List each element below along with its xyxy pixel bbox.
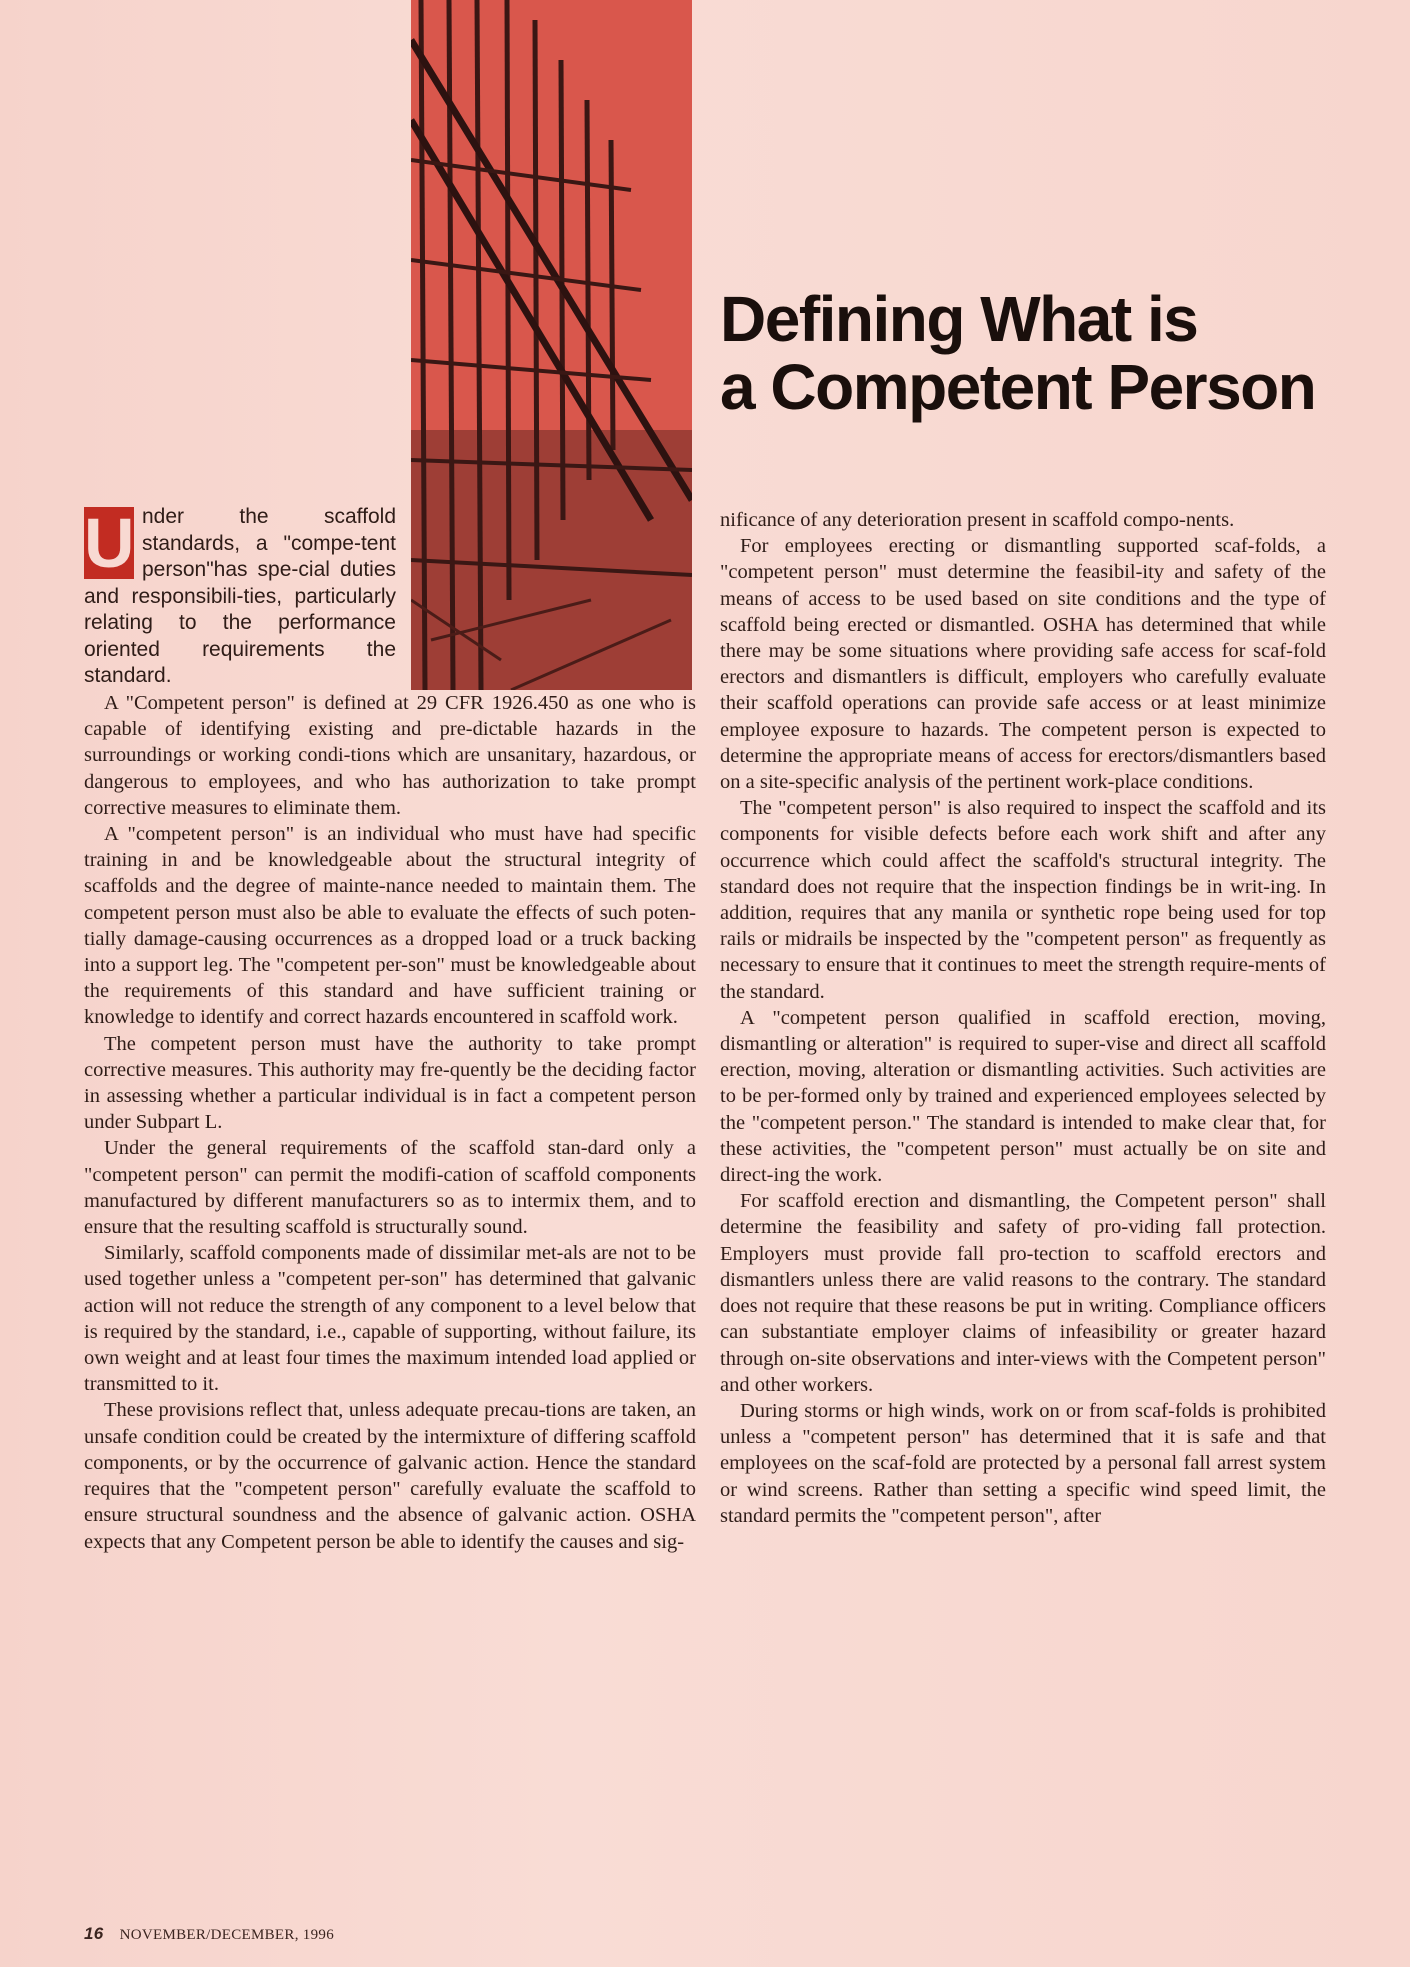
intro-text: nder the scaffold standards, a "compe-tent person"has spe-cial duties and responsibili-ties, particularly relating to the performance oriented requirements the standard. (84, 505, 396, 687)
intro-paragraph (84, 504, 396, 690)
drop-cap: U (84, 504, 135, 582)
title-line-1: Defining What is (720, 283, 1198, 355)
body-paragraph: A "competent person" is an individual who must have had specific training in and be knowledgeable about the structural integrity of scaffolds and the degree of mainte-nance needed to maintain them. The competent person must also be able to evaluate the effects of such poten-tially damage-causing occurrences as a dropped load or a truck backing into a support leg. The "competent per-son" must be knowledgeable about the requirements of this standard and have sufficient training or knowledge to identify and correct hazards encountered in scaffold work. (84, 823, 696, 1029)
body-paragraph: A "Competent person" is defined at 29 CFR 1926.450 as one who is capable of identifying existing and pre-dictable hazards in the surroundings or working condi-tions which are unsanitary, hazardous, or dangerous to employees, and who has authorization to take prompt corrective measures to eliminate them. (84, 692, 696, 819)
body-paragraph: Similarly, scaffold components made of dissimilar met-als are not to be used together unless a "competent per-son" has determined that galvanic action will not reduce the strength of any component to a level below that is required by the standard, i.e., capable of supporting, without failure, its own weight and at least four times the maximum intended load applied or transmitted to it. (84, 1242, 696, 1396)
right-column (720, 507, 1326, 1529)
issue-date: NOVEMBER/DECEMBER, 1996 (119, 1927, 334, 1943)
article-title (720, 285, 1380, 421)
scaffold-photo-graphic (411, 0, 692, 690)
page-footer (84, 1924, 334, 1944)
body-paragraph: During storms or high winds, work on or from scaf-folds is prohibited unless a "competent person" has determined that it is safe and that employees on the scaf-fold are protected by a personal fall arrest system or wind screens. Rather than setting a specific wind speed limit, the standard permits the "competent person", after (720, 1399, 1326, 1527)
scaffold-photo (411, 0, 692, 690)
body-paragraph: The competent person must have the authority to take prompt corrective measures. This authority may fre-quently be the deciding factor in assessing whether a particular individual is in fact a competent person under Subpart L. (84, 1032, 696, 1134)
body-paragraph: For employees erecting or dismantling supported scaf-folds, a "competent person" must determine the feasibil-ity and safety of the means of access to be used based on site conditions and the type of scaffold being erected or dismantled. OSHA has determined that while there may be some situations where providing safe access for scaf-fold erectors and dismantlers is difficult, employers who carefully evaluate their scaffold operations can provide safe access or at least minimize employee exposure to hazards. The competent person is expected to determine the appropriate means of access for erectors/dismantlers based on a site-specific analysis of the pertinent work-place conditions. (720, 535, 1326, 794)
body-paragraph: A "competent person qualified in scaffold erection, moving, dismantling or alteration" is required to super-vise and direct all scaffold erection, moving, alteration or dismantling activities. Such activities are to be per-formed only by trained and experienced employees selected by the "competent person." The standard is intended to make clear that, for these activities, the "competent person" must actually be on site and direct-ing the work. (720, 1006, 1326, 1187)
body-paragraph: Under the general requirements of the scaffold stan-dard only a "competent person" can permit the modifi-cation of scaffold components manufactured by different manufacturers so as to intermix them, and to ensure that the resulting scaffold is structurally sound. (84, 1137, 696, 1239)
left-column (84, 690, 696, 1555)
body-paragraph: The "competent person" is also required to inspect the scaffold and its components for visible defects before each work shift and after any occurrence which could affect the scaffold's structural integrity. The standard does not require that the inspection findings be in writ-ing. In addition, requires that any manila or synthetic rope being used for top rails or midrails be inspected by the "competent person" as frequently as necessary to ensure that it continues to meet the strength require-ments of the standard. (720, 797, 1326, 1003)
body-paragraph: These provisions reflect that, unless adequate precau-tions are taken, an unsafe condition could be created by the intermixture of differing scaffold components, or by the occurrence of galvanic action. Hence the standard requires that the "competent person" carefully evaluate the scaffold to ensure structural soundness and the absence of galvanic action. OSHA expects that any Competent person be able to identify the causes and sig- (84, 1399, 696, 1553)
title-line-2: a Competent Person (720, 351, 1316, 423)
body-paragraph: For scaffold erection and dismantling, the Competent person" shall determine the feasibility and safety of pro-viding fall protection. Employers must provide fall pro-tection to scaffold erectors and dismantlers unless there are valid reasons to the contrary. The standard does not require that these reasons be put in writing. Compliance officers can substantiate employer claims of infeasibility or greater hazard through on-site observations and inter-views with the Competent person" and other workers. (720, 1190, 1326, 1396)
body-paragraph: nificance of any deterioration present in scaffold compo-nents. (720, 509, 1235, 531)
page-number: 16 (84, 1924, 104, 1943)
